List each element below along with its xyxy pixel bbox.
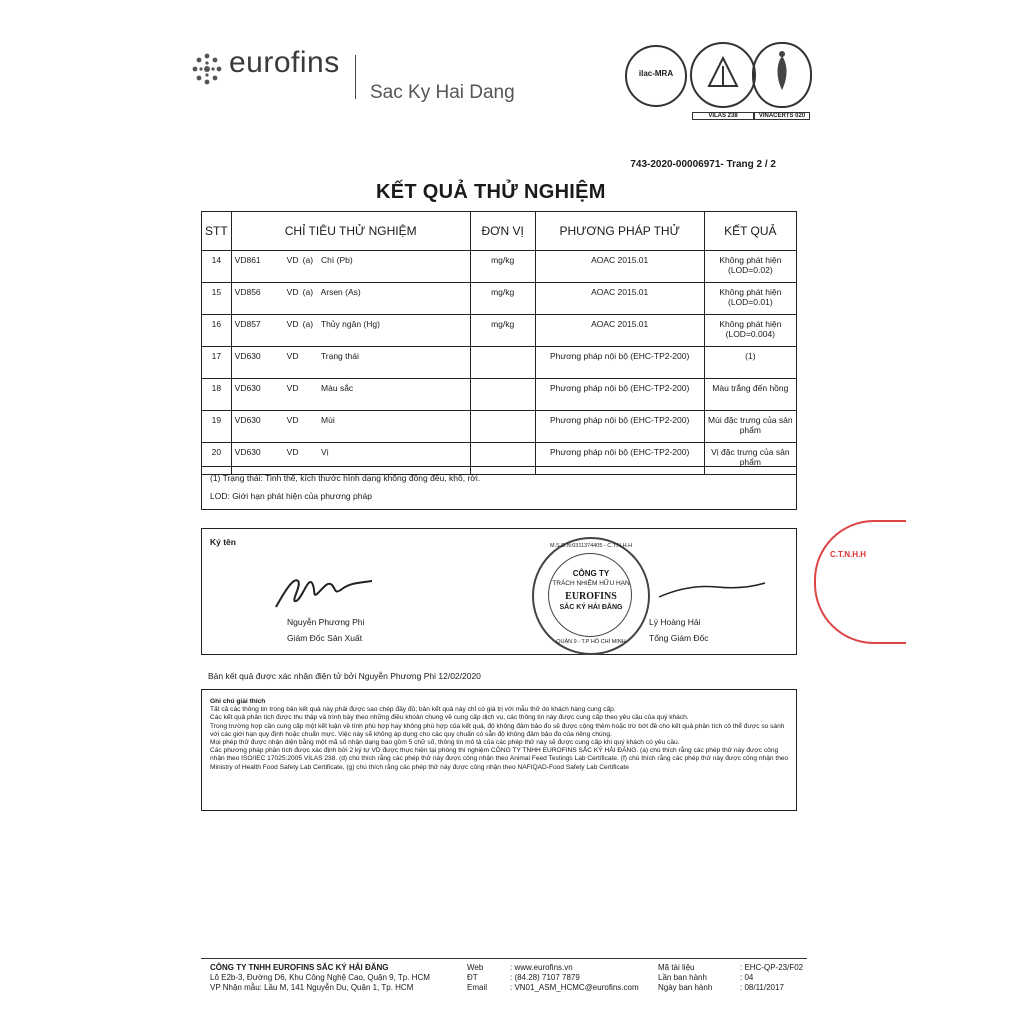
boa-accreditation-seal-icon <box>690 42 756 119</box>
signer-2-name: Lý Hoàng Hải <box>649 617 701 627</box>
lab-code: VD <box>286 319 299 329</box>
vinacerts-seal-icon <box>752 42 812 119</box>
footer-address-2: VP Nhận mẫu: Lầu M, 141 Nguyễn Du, Quận 1, Tp. HCM <box>210 983 414 992</box>
cell-result: Màu trắng đến hồng <box>704 379 796 411</box>
cell-unit: mg/kg <box>470 251 535 283</box>
company-stamp <box>532 537 650 655</box>
stamp-bottom-text: QUẬN 9 - T.P HỒ CHÍ MINH <box>556 639 626 645</box>
cell-method: Phương pháp nội bộ (EHC-TP2-200) <box>535 411 704 443</box>
document-id: 743-2020-00006971- Trang 2 / 2 <box>630 159 776 170</box>
test-code: VD857 <box>234 319 261 329</box>
disclaimer-title: Ghi chú giải thích <box>210 698 266 705</box>
cell-result: Vị đặc trưng của sản phẩm <box>704 443 796 475</box>
cell-unit: mg/kg <box>470 283 535 315</box>
lab-code: VD <box>286 255 299 265</box>
cell-unit: mg/kg <box>470 315 535 347</box>
header-unit: ĐƠN VỊ <box>470 212 535 251</box>
cell-stt: 20 <box>202 443 232 475</box>
criteria-name: Vị <box>321 447 329 457</box>
footer-phone-label: ĐT <box>467 973 478 982</box>
test-code: VD861 <box>234 255 261 265</box>
test-code: VD856 <box>234 287 261 297</box>
ilac-label: ilac-MRA <box>638 69 674 78</box>
table-row <box>202 379 797 411</box>
footer-web-label: Web <box>467 963 484 972</box>
cell-method: Phương pháp nội bộ (EHC-TP2-200) <box>535 347 704 379</box>
lab-code: VD <box>286 383 299 393</box>
footer-email[interactable]: : VN01_ASM_HCMC@eurofins.com <box>510 983 639 992</box>
test-code: VD630 <box>234 351 261 361</box>
eurofins-logo-icon <box>190 52 224 86</box>
stamp-line-4: SẮC KÝ HẢI ĐĂNG <box>559 604 623 611</box>
footer-date-label: Ngày ban hành <box>658 983 713 992</box>
signer-1-position: Giám Đốc Sản Xuất <box>287 633 363 643</box>
cell-criteria <box>231 251 470 283</box>
footer-email-label: Email <box>467 983 488 992</box>
accreditation-mark: (a) <box>302 319 314 329</box>
cell-method: AOAC 2015.01 <box>535 283 704 315</box>
criteria-name: Màu sắc <box>321 383 354 393</box>
figure-icon <box>754 44 810 104</box>
footer-issue: : 04 <box>740 973 754 982</box>
stamp-line-1: CÔNG TY <box>572 569 610 578</box>
cell-unit <box>470 411 535 443</box>
note-lod: LOD: Giới hạn phát hiện của phương pháp <box>210 491 372 501</box>
cell-criteria <box>231 283 470 315</box>
cell-stt: 17 <box>202 347 232 379</box>
footer-company: CÔNG TY TNHH EUROFINS SẮC KÝ HẢI ĐĂNG <box>210 963 389 972</box>
note-state: (1) Trạng thái: Tinh thể, kích thước hình dạng không đồng đều, khô, rời. <box>210 473 481 483</box>
table-row <box>202 411 797 443</box>
table-row <box>202 283 797 315</box>
notes-box <box>201 466 797 510</box>
disclaimer-p5: Các phương pháp phân tích được xác định bởi 2 ký tự VD được thực hiện tại phòng thí nghiệm CÔNG TY TNHH EUROFINS SẮC KÝ HẢI ĐĂNG. (a) chú thích rằng các phép thử này được công nhận theo ISO/IEC 17025:2005 VILAS 238. (d) chú thích rằng các phép thử này được công nhận theo Animal Feed Testings Lab Certificate. (f) chú thích rằng các phép thử này được công nhận theo Ministry of Health Food Safety Lab Certificate, (g) chú thích rằng các phép thử này được công nhận theo NAFIQAD-Food Safety Lab Certificate <box>210 747 789 771</box>
red-stamp-text: C.T.N.H.H <box>830 550 866 559</box>
signature-2-icon <box>657 577 767 607</box>
cell-method: Phương pháp nội bộ (EHC-TP2-200) <box>535 379 704 411</box>
test-code: VD630 <box>234 415 261 425</box>
criteria-name: Mùi <box>321 415 335 425</box>
table-row <box>202 315 797 347</box>
cell-unit <box>470 379 535 411</box>
stamp-line-3: EUROFINS <box>565 591 617 602</box>
cell-criteria <box>231 347 470 379</box>
cell-result: Mùi đặc trưng của sản phẩm <box>704 411 796 443</box>
footer-web[interactable]: : www.eurofins.vn <box>510 963 573 972</box>
stamp-line-2: TRÁCH NHIỆM HỮU HẠN <box>552 580 630 587</box>
cell-method: Phương pháp nội bộ (EHC-TP2-200) <box>535 443 704 475</box>
header-method: PHƯƠNG PHÁP THỬ <box>535 212 704 251</box>
sub-brand: Sac Ky Hai Dang <box>370 82 515 103</box>
signature-box <box>201 528 797 655</box>
disclaimer-p1: Tất cả các thông tin trong bản kết quả này phải được sao chép đầy đủ; bản kết quả này chỉ có giá trị với mẫu thử do khách hàng cung cấp. <box>210 706 616 714</box>
disclaimer-p4: Mọi phép thử được nhận diện bằng một mã số nhận dạng bao gồm 5 chữ số, thông tin mô tả của các phép thử này sẽ được cung cấp khi quý khách có yêu cầu. <box>210 739 680 747</box>
cell-stt: 19 <box>202 411 232 443</box>
disclaimer-box <box>201 689 797 811</box>
lab-code: VD <box>286 415 299 425</box>
cell-result: Không phát hiện (LOD=0.004) <box>704 315 796 347</box>
cell-result: Không phát hiện (LOD=0.01) <box>704 283 796 315</box>
red-stamp-fragment <box>814 520 906 644</box>
footer-divider <box>201 958 807 959</box>
footer-address-1: Lô E2b-3, Đường D6, Khu Công Nghệ Cao, Quận 9, Tp. HCM <box>210 973 430 982</box>
footer-date: : 08/11/2017 <box>740 983 784 992</box>
criteria-name: Arsen (As) <box>320 287 361 297</box>
vinacerts-caption: VINACERTS 020 <box>754 112 810 120</box>
cell-criteria <box>231 411 470 443</box>
table-row <box>202 347 797 379</box>
cell-criteria <box>231 315 470 347</box>
brand-name: eurofins <box>229 46 340 79</box>
lab-code: VD <box>286 287 299 297</box>
results-table <box>201 211 797 475</box>
accreditation-mark: (a) <box>302 255 314 265</box>
disclaimer-p2: Các kết quả phân tích được thu thập và trình bày theo những điều khoản chung về cung cấp dịch vụ, các thông tin này được cung cấp theo yêu cầu của quý khách. <box>210 714 689 722</box>
signature-1-icon <box>272 569 382 614</box>
cell-stt: 14 <box>202 251 232 283</box>
accreditation-mark: (a) <box>302 287 314 297</box>
cell-result: Không phát hiện (LOD=0.02) <box>704 251 796 283</box>
test-code: VD630 <box>234 383 261 393</box>
signer-1-name: Nguyễn Phương Phi <box>287 617 365 627</box>
criteria-name: Thủy ngân (Hg) <box>320 319 380 329</box>
criteria-name: Trạng thái <box>320 351 359 361</box>
cell-method: AOAC 2015.01 <box>535 315 704 347</box>
footer-code-label: Mã tài liệu <box>658 963 695 972</box>
cell-unit <box>470 347 535 379</box>
cell-result: (1) <box>704 347 796 379</box>
electronic-confirmation: Bản kết quả được xác nhận điện tử bởi Nguyễn Phương Phi 12/02/2020 <box>208 671 481 681</box>
signature-label: Ký tên <box>210 537 236 547</box>
signer-2-position: Tổng Giám Đốc <box>649 633 709 643</box>
table-row <box>202 251 797 283</box>
ilac-mra-seal-icon <box>625 45 687 107</box>
stamp-outer-text: M.S.D.N:0311374405 - C.T.N.H.H <box>549 543 633 549</box>
header-criteria: CHỈ TIÊU THỬ NGHIỆM <box>231 212 470 251</box>
criteria-name: Chì (Pb) <box>321 255 353 265</box>
footer-phone: : (84.28) 7107 7879 <box>510 973 580 982</box>
cell-method: AOAC 2015.01 <box>535 251 704 283</box>
brand-divider <box>355 55 356 99</box>
cell-stt: 16 <box>202 315 232 347</box>
cell-stt: 15 <box>202 283 232 315</box>
header-result: KẾT QUẢ <box>704 212 796 251</box>
page-title: KẾT QUẢ THỬ NGHIỆM <box>376 181 606 203</box>
vilas-caption: VILAS 238 <box>692 112 754 120</box>
table-header-row <box>202 212 797 251</box>
disclaimer-p3: Trong trường hợp cần cung cấp một kết luận về tính phù hợp hay không phù hợp của kết quả, độ không đảm bảo đo sẽ được cộng thêm hoặc trừ bớt đề cho kết quả phân tích cô thể được so sánh với các giới hạn quy định hoặc chuẩn mực. Việc này sẽ không áp dụng cho các quy chuẩn có sẵn độ không đảm bảo đo của riêng chúng. <box>210 722 785 738</box>
lab-code: VD <box>286 447 299 457</box>
test-code: VD630 <box>234 447 261 457</box>
footer-code: : EHC-QP-23/F02 <box>740 963 804 972</box>
header-stt: STT <box>202 212 232 251</box>
cell-stt: 18 <box>202 379 232 411</box>
footer-issue-label: Lần ban hành <box>658 973 707 982</box>
lab-code: VD <box>286 351 299 361</box>
cell-criteria <box>231 379 470 411</box>
triangle-icon <box>692 44 754 106</box>
